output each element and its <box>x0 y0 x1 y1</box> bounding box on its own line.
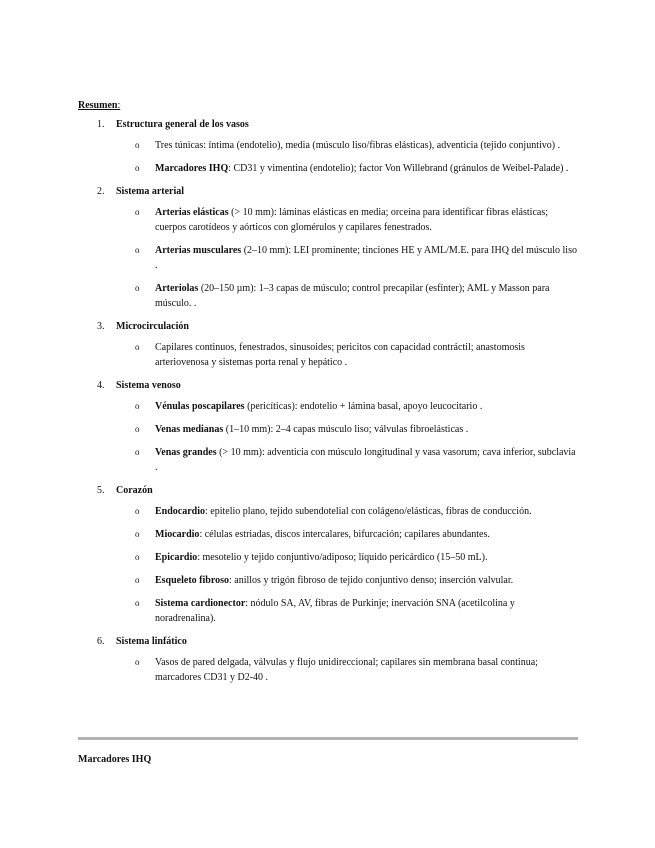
resumen-heading-text: Resumen <box>78 100 118 111</box>
item-text: (20–150 µm): 1–3 capas de músculo; control precapilar (esfínter); AML y Masson para músculo. . <box>155 283 550 309</box>
item-term: Arterias musculares <box>155 245 242 256</box>
list-item <box>116 161 578 176</box>
resumen-heading <box>78 98 578 113</box>
list-item <box>116 243 578 273</box>
section-title: Corazón <box>116 485 153 496</box>
bullet-icon: o <box>135 506 140 516</box>
bullet-icon: o <box>135 447 140 457</box>
section-number: 2. <box>97 186 105 197</box>
item-text: : anillos y trigón fibroso de tejido conjuntivo denso; inserción valvular. <box>229 575 514 586</box>
section-items <box>116 138 578 176</box>
section-items <box>116 205 578 311</box>
bullet-icon: o <box>135 575 140 585</box>
marcadores-ihq-heading: Marcadores IHQ <box>78 754 152 765</box>
summary-list <box>78 117 578 685</box>
section-title: Sistema venoso <box>116 380 181 391</box>
item-term: Sistema cardionector <box>155 598 246 609</box>
list-item <box>116 655 578 685</box>
item-term: Venas grandes <box>155 447 217 458</box>
item-term: Epicardio <box>155 552 198 563</box>
list-item <box>116 527 578 542</box>
bullet-icon: o <box>135 401 140 411</box>
section-title: Sistema linfático <box>116 636 187 647</box>
bullet-icon: o <box>135 342 140 352</box>
summary-section <box>78 634 578 685</box>
item-text: (pericíticas): endotelio + lámina basal, apoyo leucocitario . <box>244 401 483 412</box>
list-item <box>116 138 578 153</box>
list-item <box>116 340 578 370</box>
summary-section <box>78 378 578 475</box>
bullet-icon: o <box>135 552 140 562</box>
section-number: 1. <box>97 119 105 130</box>
item-term: Esqueleto fibroso <box>155 575 229 586</box>
section-items <box>116 504 578 626</box>
list-item <box>116 445 578 475</box>
item-text: Capilares continuos, fenestrados, sinusoides; pericitos con capacidad contráctil; anastomosis arteriovenosa y sistemas porta renal y hepático . <box>155 342 525 368</box>
section-divider <box>78 737 578 740</box>
list-item <box>116 281 578 311</box>
summary-section <box>78 184 578 311</box>
summary-section <box>78 319 578 370</box>
bullet-icon: o <box>135 598 140 608</box>
section-number: 3. <box>97 321 105 332</box>
item-text: : células estriadas, discos intercalares, bifurcación; capilares abundantes. <box>199 529 490 540</box>
section-number: 6. <box>97 636 105 647</box>
item-text: : epitelio plano, tejido subendotelial con colágeno/elásticas, fibras de conducción. <box>205 506 532 517</box>
item-term: Vénulas poscapilares <box>155 401 245 412</box>
list-item <box>116 205 578 235</box>
item-term: Marcadores IHQ <box>155 163 229 174</box>
item-text: (1–10 mm): 2–4 capas músculo liso; válvulas fibroelásticas . <box>223 424 469 435</box>
section-title: Sistema arterial <box>116 186 185 197</box>
item-text: : nódulo SA, AV, fibras de Purkinje; inervación SNA (acetilcolina y noradrenalina). <box>155 598 515 624</box>
section-items <box>116 399 578 475</box>
list-item <box>116 596 578 626</box>
bullet-icon: o <box>135 245 140 255</box>
document-body <box>78 98 578 693</box>
section-items <box>116 655 578 685</box>
list-item <box>116 504 578 519</box>
section-items <box>116 340 578 370</box>
section-title: Estructura general de los vasos <box>116 119 249 130</box>
bullet-icon: o <box>135 207 140 217</box>
item-text: Tres túnicas: íntima (endotelio), media (músculo liso/fibras elásticas), adventicia (tejido conjuntivo) . <box>155 140 561 151</box>
item-text: : mesotelio y tejido conjuntivo/adiposo; líquido pericárdico (15–50 mL). <box>197 552 488 563</box>
list-item <box>116 550 578 565</box>
bullet-icon: o <box>135 529 140 539</box>
resumen-heading-colon: : <box>117 100 121 111</box>
bullet-icon: o <box>135 283 140 293</box>
section-title: Microcirculación <box>116 321 189 332</box>
item-text: Vasos de pared delgada, válvulas y flujo unidireccional; capilares sin membrana basal continua; marcadores CD31 y D2-40 . <box>155 657 538 683</box>
item-text: (2–10 mm): LEI prominente; tinciones HE y AML/M.E. para IHQ del músculo liso . <box>155 245 577 271</box>
list-item <box>116 422 578 437</box>
item-term: Arteriolas <box>155 283 199 294</box>
summary-section <box>78 117 578 176</box>
bullet-icon: o <box>135 657 140 667</box>
summary-section <box>78 483 578 626</box>
item-text: (> 10 mm): adventicia con músculo longitudinal y vasa vasorum; cava inferior, subclavia . <box>155 447 576 473</box>
bullet-icon: o <box>135 163 140 173</box>
item-text: (> 10 mm): láminas elásticas en media; orceína para identificar fibras elásticas; cuerpos carotídeos y aórticos con glomérulos y capilares fenestrados. <box>155 207 548 233</box>
bullet-icon: o <box>135 140 140 150</box>
bullet-icon: o <box>135 424 140 434</box>
section-number: 4. <box>97 380 105 391</box>
item-term: Arterias elásticas <box>155 207 229 218</box>
item-term: Endocardio <box>155 506 206 517</box>
section-number: 5. <box>97 485 105 496</box>
item-term: Venas medianas <box>155 424 224 435</box>
item-text: : CD31 y vimentina (endotelio); factor Von Willebrand (gránulos de Weibel-Palade) . <box>228 163 569 174</box>
item-term: Miocardio <box>155 529 200 540</box>
list-item <box>116 399 578 414</box>
list-item <box>116 573 578 588</box>
